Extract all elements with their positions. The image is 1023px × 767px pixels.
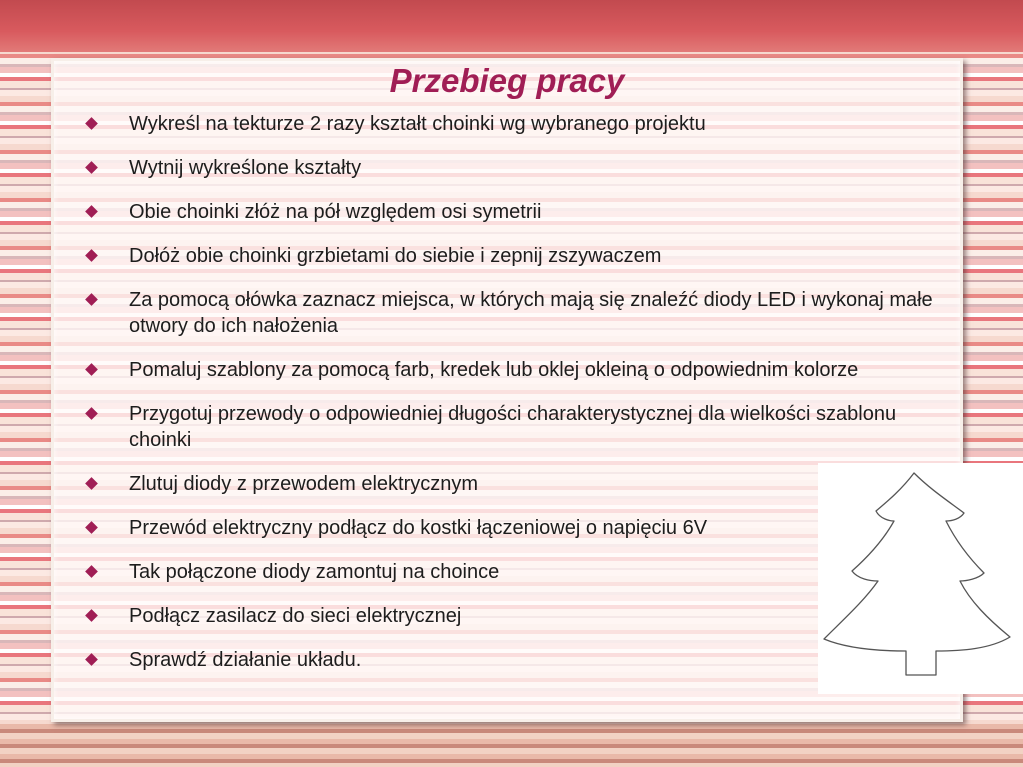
bullet-text: Tak połączone diody zamontuj na choince	[129, 561, 500, 583]
diamond-bullet-icon	[85, 609, 98, 622]
diamond-bullet-icon	[85, 565, 98, 578]
christmas-tree-image	[818, 463, 1023, 694]
bullet-item	[84, 199, 934, 225]
bullet-item	[84, 515, 934, 541]
diamond-bullet-icon	[85, 161, 98, 174]
bullet-text: Pomaluj szablony za pomocą farb, kredek lub oklej okleiną o odpowiednim kolorze	[129, 359, 859, 381]
diamond-bullet-icon	[85, 363, 98, 376]
diamond-bullet-icon	[85, 653, 98, 666]
bullet-item	[84, 471, 934, 497]
bullet-text: Za pomocą ołówka zaznacz miejsca, w których mają się znaleźć diody LED i wykonaj małe otwory do ich nałożenia	[129, 289, 933, 337]
christmas-tree-icon	[818, 463, 1023, 694]
diamond-bullet-icon	[85, 477, 98, 490]
bullet-text: Dołóż obie choinki grzbietami do siebie i zepnij zszywaczem	[129, 245, 662, 267]
bullet-item	[84, 559, 934, 585]
bullet-item	[84, 111, 934, 137]
bullet-text: Podłącz zasilacz do sieci elektrycznej	[129, 605, 462, 627]
slide-title: Przebieg pracy	[389, 62, 625, 99]
bullet-text: Wykreśl na tekturze 2 razy kształt choinki wg wybranego projektu	[129, 113, 706, 135]
bullet-item	[84, 603, 934, 629]
top-decorative-band	[0, 0, 1023, 52]
diamond-bullet-icon	[85, 249, 98, 262]
bullet-item	[84, 357, 934, 383]
bullet-text: Obie choinki złóż na pół względem osi symetrii	[129, 201, 542, 223]
bullet-item	[84, 243, 934, 269]
bullet-item	[84, 647, 934, 673]
diamond-bullet-icon	[85, 205, 98, 218]
bullet-text: Sprawdź działanie układu.	[129, 649, 362, 671]
bullet-text: Zlutuj diody z przewodem elektrycznym	[129, 473, 479, 495]
bullet-text: Przewód elektryczny podłącz do kostki łączeniowej o napięciu 6V	[129, 517, 708, 539]
bullet-item	[84, 155, 934, 181]
bullet-list	[84, 111, 934, 691]
bullet-text: Wytnij wykreślone kształty	[129, 157, 362, 179]
diamond-bullet-icon	[85, 521, 98, 534]
bottom-decorative-band	[0, 724, 1023, 767]
diamond-bullet-icon	[85, 407, 98, 420]
bullet-item	[84, 287, 934, 339]
diamond-bullet-icon	[85, 293, 98, 306]
diamond-bullet-icon	[85, 117, 98, 130]
bullet-text: Przygotuj przewody o odpowiedniej długości charakterystycznej dla wielkości szablonu choinki	[129, 403, 897, 451]
bullet-item	[84, 401, 934, 453]
